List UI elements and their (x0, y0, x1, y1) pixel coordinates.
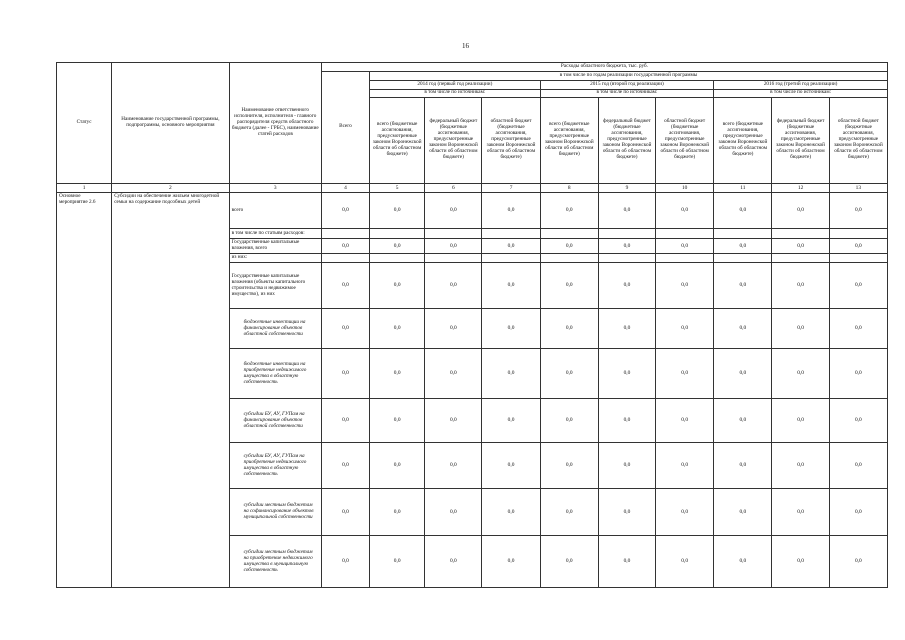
column-number: 6 (425, 183, 482, 192)
column-number: 9 (598, 183, 655, 192)
value-cell: 0,0 (370, 399, 425, 443)
value-cell (321, 229, 369, 239)
value-cell: 0,0 (829, 349, 887, 399)
value-cell: 0,0 (370, 263, 425, 309)
value-cell (598, 254, 655, 263)
value-cell: 0,0 (425, 349, 482, 399)
value-cell: 0,0 (540, 239, 598, 254)
column-numbers-row (57, 183, 888, 192)
header-col-regional: областной бюджет (бюджетные ассигнования, предусмотренные законом Воронежской области об областном бюджете) (829, 97, 887, 183)
row-label: Государственные капитальные вложения, всего (229, 239, 321, 254)
value-cell: 0,0 (321, 239, 369, 254)
value-cell: 0,0 (714, 263, 772, 309)
value-cell (714, 229, 772, 239)
value-cell: 0,0 (772, 443, 829, 489)
value-cell (425, 229, 482, 239)
value-cell: 0,0 (425, 399, 482, 443)
row-label: субсидии местным бюджетам на софинансирование объектов муниципальной собственности (229, 489, 321, 536)
value-cell: 0,0 (772, 399, 829, 443)
value-cell: 0,0 (482, 489, 540, 536)
value-cell: 0,0 (540, 349, 598, 399)
value-cell: 0,0 (540, 399, 598, 443)
value-cell: 0,0 (772, 263, 829, 309)
value-cell: 0,0 (598, 309, 655, 349)
value-cell: 0,0 (482, 399, 540, 443)
by-sources-label: в том числе по источникам: (541, 89, 714, 96)
value-cell: 0,0 (540, 309, 598, 349)
value-cell (321, 254, 369, 263)
header-col-federal: федеральный бюджет (бюджетные ассигнования, предусмотренные законом Воронежской области об областном бюджете) (598, 97, 655, 183)
header-col-federal: федеральный бюджет (бюджетные ассигнования, предусмотренные законом Воронежской области об областном бюджете) (425, 97, 482, 183)
value-cell: 0,0 (425, 489, 482, 536)
event-name: Субсидии на обеспечение жильем многодетной семьи на содержание подсобных детей (112, 193, 229, 588)
row-label: бюджетные инвестиции на приобретение недвижимого имущества в областную собственность (229, 349, 321, 399)
value-cell: 0,0 (540, 193, 598, 229)
value-cell: 0,0 (540, 536, 598, 588)
value-cell: 0,0 (321, 263, 369, 309)
value-cell (540, 254, 598, 263)
value-cell: 0,0 (772, 193, 829, 229)
header-col-regional: областной бюджет (бюджетные ассигнования, предусмотренные законом Воронежской области об областном бюджете) (656, 97, 714, 183)
value-cell: 0,0 (772, 239, 829, 254)
value-cell: 0,0 (425, 536, 482, 588)
value-cell: 0,0 (321, 399, 369, 443)
column-number: 4 (321, 183, 369, 192)
value-cell (540, 229, 598, 239)
value-cell: 0,0 (714, 193, 772, 229)
header-year-2015 (540, 80, 714, 97)
column-number: 8 (540, 183, 598, 192)
header-program-name: Наименование государственной программы, подпрограммы, основного мероприятия (112, 63, 229, 184)
value-cell: 0,0 (482, 349, 540, 399)
header-by-years: в том числе по годам реализации государственной программы (370, 71, 888, 80)
value-cell (772, 254, 829, 263)
value-cell (656, 229, 714, 239)
value-cell: 0,0 (656, 536, 714, 588)
value-cell: 0,0 (598, 349, 655, 399)
value-cell: 0,0 (772, 309, 829, 349)
value-cell: 0,0 (321, 349, 369, 399)
column-number: 5 (370, 183, 425, 192)
value-cell: 0,0 (829, 309, 887, 349)
value-cell: 0,0 (482, 536, 540, 588)
value-cell: 0,0 (598, 263, 655, 309)
header-year-2016 (714, 80, 888, 97)
value-cell (370, 254, 425, 263)
value-cell (598, 229, 655, 239)
row-label: субсидии БУ, АУ, ГУПам на приобретение недвижимого имущества в областную собственность (229, 443, 321, 489)
value-cell (829, 254, 887, 263)
value-cell: 0,0 (321, 489, 369, 536)
value-cell: 0,0 (540, 443, 598, 489)
value-cell: 0,0 (370, 349, 425, 399)
value-cell: 0,0 (772, 489, 829, 536)
value-cell: 0,0 (370, 536, 425, 588)
value-cell: 0,0 (482, 239, 540, 254)
year-label: 2014 год (первый год реализации) (417, 80, 493, 87)
value-cell: 0,0 (321, 193, 369, 229)
value-cell: 0,0 (714, 309, 772, 349)
column-number: 2 (112, 183, 229, 192)
value-cell: 0,0 (656, 239, 714, 254)
value-cell: 0,0 (321, 443, 369, 489)
value-cell (482, 229, 540, 239)
row-label: всего (229, 193, 321, 229)
value-cell: 0,0 (321, 309, 369, 349)
value-cell: 0,0 (656, 263, 714, 309)
value-cell: 0,0 (370, 309, 425, 349)
value-cell: 0,0 (714, 443, 772, 489)
value-cell: 0,0 (540, 263, 598, 309)
value-cell (714, 254, 772, 263)
value-cell: 0,0 (656, 309, 714, 349)
column-number: 7 (482, 183, 540, 192)
by-sources-label: в том числе по источникам: (370, 89, 540, 96)
value-cell: 0,0 (829, 193, 887, 229)
value-cell: 0,0 (425, 443, 482, 489)
value-cell: 0,0 (714, 489, 772, 536)
column-number: 13 (829, 183, 887, 192)
header-total: Всего (321, 71, 369, 183)
column-number: 10 (656, 183, 714, 192)
value-cell: 0,0 (425, 239, 482, 254)
value-cell: 0,0 (598, 399, 655, 443)
row-label: из них: (229, 254, 321, 263)
row-label: субсидии БУ, АУ, ГУПам на финансирование объектов областной собственности (229, 399, 321, 443)
value-cell: 0,0 (714, 536, 772, 588)
header-col-federal: федеральный бюджет (бюджетные ассигнования, предусмотренные законом Воронежской области об областном бюджете) (772, 97, 829, 183)
page-number: 16 (462, 42, 469, 50)
by-sources-label: в том числе по источникам: (714, 89, 887, 96)
value-cell (829, 229, 887, 239)
header-status: Статус (57, 63, 112, 184)
budget-table (56, 62, 888, 588)
value-cell: 0,0 (772, 536, 829, 588)
value-cell: 0,0 (656, 193, 714, 229)
value-cell: 0,0 (370, 489, 425, 536)
value-cell: 0,0 (829, 489, 887, 536)
value-cell (370, 229, 425, 239)
value-cell: 0,0 (425, 309, 482, 349)
value-cell: 0,0 (829, 443, 887, 489)
header-col-regional: областной бюджет (бюджетные ассигнования, предусмотренные законом Воронежской области об областном бюджете) (482, 97, 540, 183)
header-expenses-title: Расходы областного бюджета, тыс. руб. (321, 63, 887, 72)
header-executor: Наименование ответственного исполнителя, исполнителя - главного распорядителя средств областного бюджета (далее - ГРБС), наименование статей расходов (229, 63, 321, 184)
column-number: 3 (229, 183, 321, 192)
value-cell: 0,0 (656, 443, 714, 489)
value-cell: 0,0 (482, 193, 540, 229)
value-cell: 0,0 (482, 263, 540, 309)
value-cell: 0,0 (598, 489, 655, 536)
column-number: 1 (57, 183, 112, 192)
value-cell: 0,0 (829, 536, 887, 588)
value-cell (656, 254, 714, 263)
row-label: в том числе по статьям расходов: (229, 229, 321, 239)
header-col-all: всего (бюджетные ассигнования, предусмотренные законом Воронежской области об областном бюджете) (714, 97, 772, 183)
value-cell: 0,0 (714, 349, 772, 399)
value-cell: 0,0 (714, 239, 772, 254)
header-col-all: всего (бюджетные ассигнования, предусмотренные законом Воронежской области об областном бюджете) (370, 97, 425, 183)
value-cell: 0,0 (370, 239, 425, 254)
value-cell: 0,0 (772, 349, 829, 399)
value-cell: 0,0 (656, 349, 714, 399)
row-label: бюджетные инвестиции на финансирование объектов областной собственности (229, 309, 321, 349)
year-label: 2016 год (третий год реализации) (763, 80, 838, 87)
value-cell: 0,0 (656, 489, 714, 536)
value-cell: 0,0 (829, 399, 887, 443)
value-cell: 0,0 (598, 239, 655, 254)
header-year-2014 (370, 80, 541, 97)
row-label: Государственные капитальные вложения (объекты капитального строительства и недвижимое имущество), из них (229, 263, 321, 309)
value-cell: 0,0 (829, 239, 887, 254)
column-number: 11 (714, 183, 772, 192)
value-cell: 0,0 (425, 193, 482, 229)
value-cell: 0,0 (370, 443, 425, 489)
value-cell: 0,0 (656, 399, 714, 443)
value-cell (772, 229, 829, 239)
event-status: Основное мероприятие 2.6 (57, 193, 112, 588)
value-cell: 0,0 (321, 536, 369, 588)
table-row (57, 193, 888, 229)
value-cell: 0,0 (829, 263, 887, 309)
value-cell (425, 254, 482, 263)
header-col-all: всего (бюджетные ассигнования, предусмотренные законом Воронежской области об областном бюджете) (540, 97, 598, 183)
value-cell: 0,0 (598, 193, 655, 229)
column-number: 12 (772, 183, 829, 192)
value-cell: 0,0 (425, 263, 482, 309)
value-cell: 0,0 (482, 443, 540, 489)
value-cell (482, 254, 540, 263)
value-cell: 0,0 (598, 536, 655, 588)
row-label: субсидии местным бюджетам на приобретение недвижимого имущества в муниципальную собственность (229, 536, 321, 588)
value-cell: 0,0 (370, 193, 425, 229)
value-cell: 0,0 (540, 489, 598, 536)
value-cell: 0,0 (482, 309, 540, 349)
value-cell: 0,0 (714, 399, 772, 443)
value-cell: 0,0 (598, 443, 655, 489)
year-label: 2015 год (второй год реализации) (590, 80, 664, 87)
